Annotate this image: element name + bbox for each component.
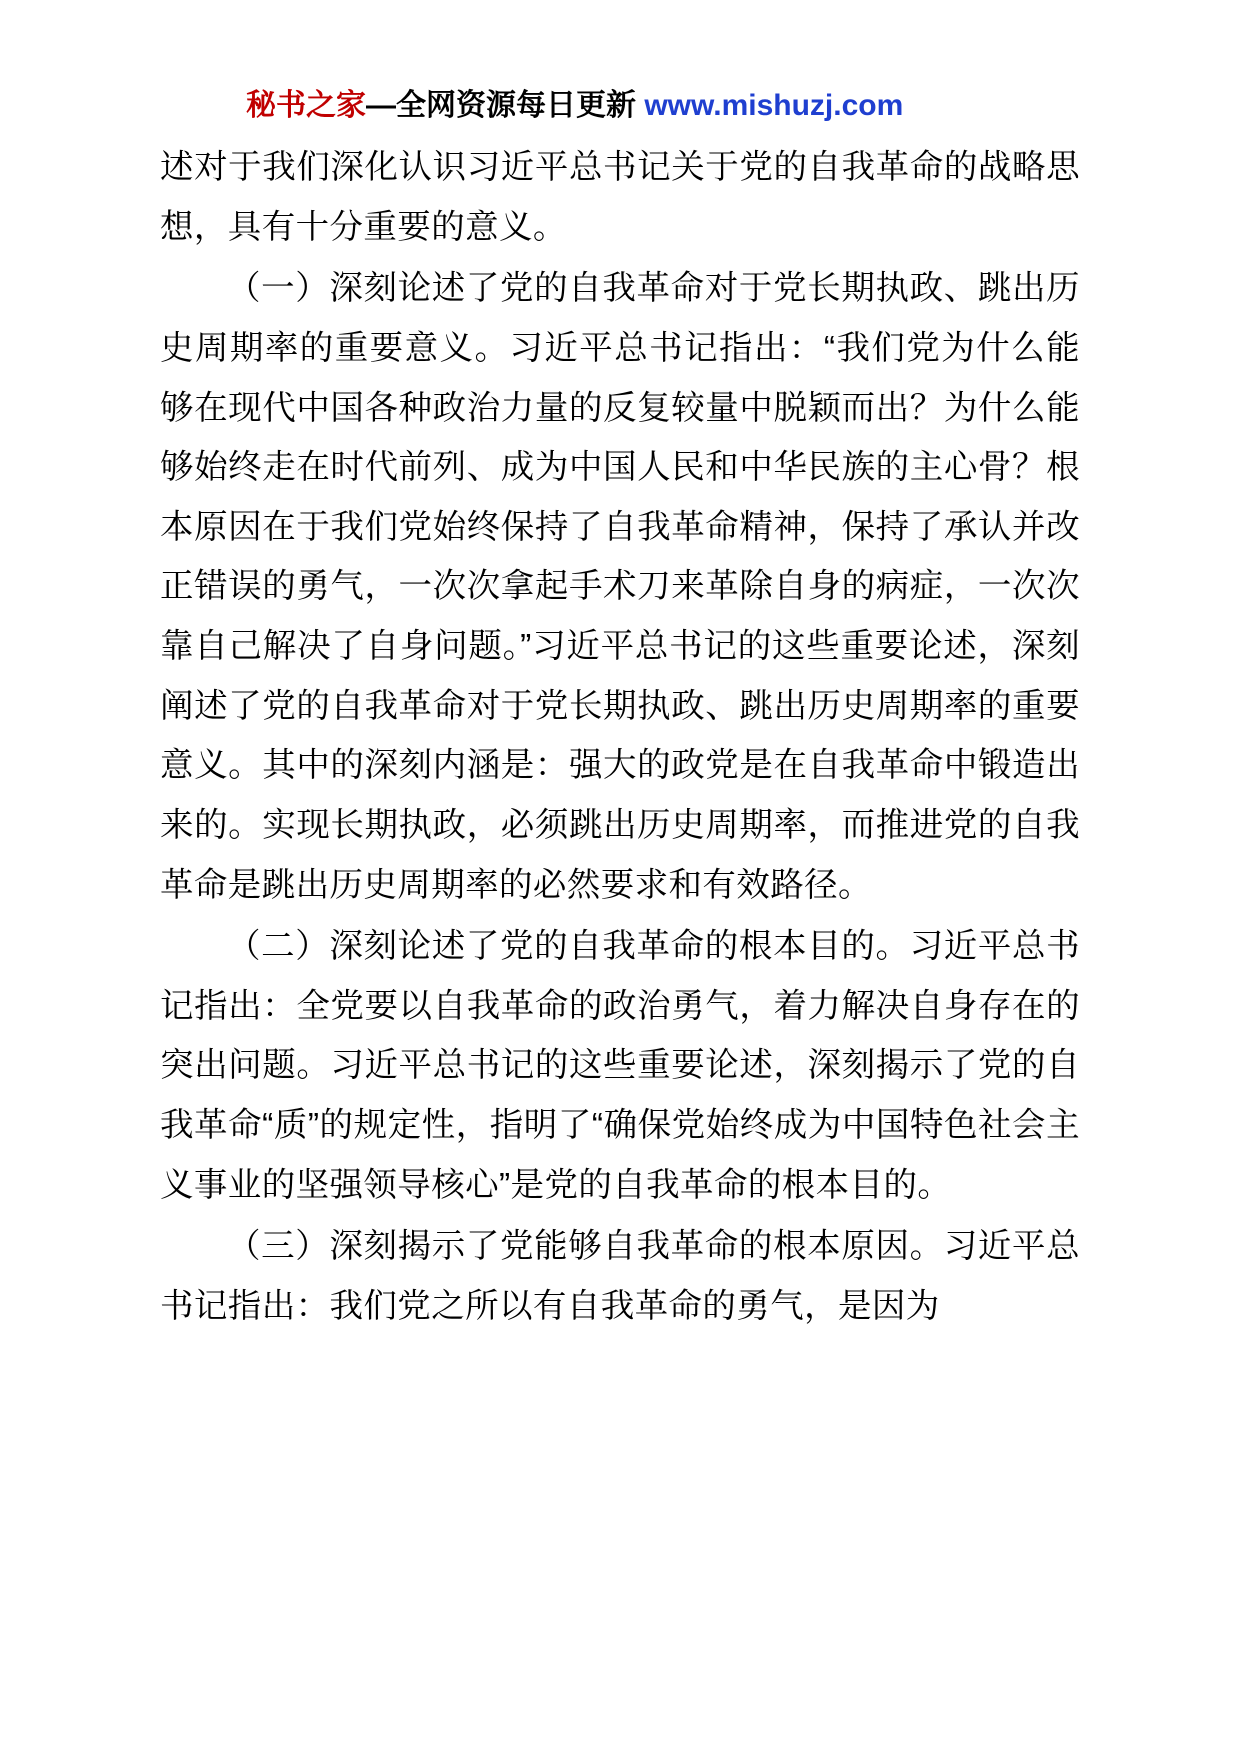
watermark-tagline: —全网资源每日更新: [366, 89, 645, 122]
watermark-brand: 秘书之家: [246, 89, 366, 122]
watermark-url[interactable]: www.mishuzj.com: [644, 89, 904, 122]
watermark-banner: [246, 88, 1080, 124]
paragraph-section-two: （二）深刻论述了党的自我革命的根本目的。习近平总书记指出：全党要以自我革命的政治勇气，着力解决自身存在的突出问题。习近平总书记的这些重要论述，深刻揭示了党的自我革命“质”的规定性，指明了“确保党始终成为中国特色社会主义事业的坚强领导核心”是党的自我革命的根本目的。: [160, 928, 1080, 1204]
paragraph-section-three: （三）深刻揭示了党能够自我革命的根本原因。习近平总书记指出：我们党之所以有自我革命的勇气，是因为: [160, 1228, 1080, 1325]
document-body: [160, 138, 1080, 1337]
paragraph-section-one: （一）深刻论述了党的自我革命对于党长期执政、跳出历史周期率的重要意义。习近平总书记指出：“我们党为什么能够在现代中国各种政治力量的反复较量中脱颖而出？为什么能够始终走在时代前列、成为中国人民和中华民族的主心骨？根本原因在于我们党始终保持了自我革命精神，保持了承认并改正错误的勇气，一次次拿起手术刀来革除自身的病症，一次次靠自己解决了自身问题。”习近平总书记的这些重要论述，深刻阐述了党的自我革命对于党长期执政、跳出历史周期率的重要意义。其中的深刻内涵是：强大的政党是在自我革命中锻造出来的。实现长期执政，必须跳出历史周期率，而推进党的自我革命是跳出历史周期率的必然要求和有效路径。: [160, 270, 1080, 904]
paragraph-continued: 述对于我们深化认识习近平总书记关于党的自我革命的战略思想，具有十分重要的意义。: [160, 149, 1080, 246]
